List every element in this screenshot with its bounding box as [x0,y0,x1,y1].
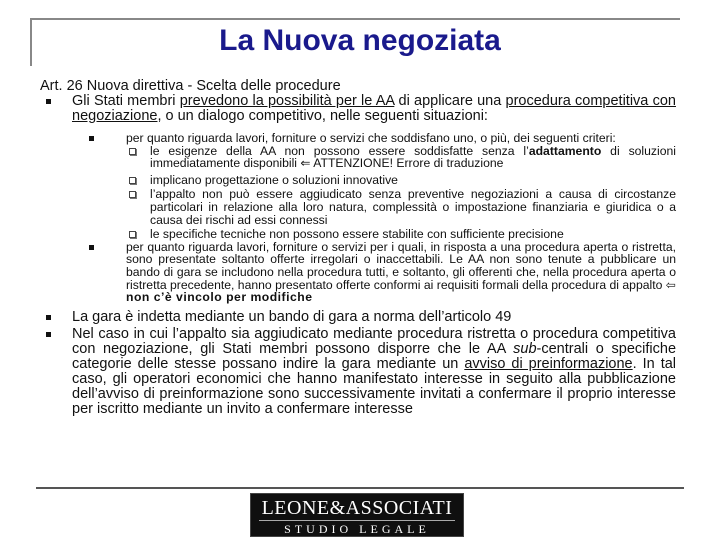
bullet-text: . In tal caso, gli operatori economici che hanno manifestato interesse in seguito alla pubblicazione dell’avviso di preinformazione sono successivamente invitati a confermare il proprio interesse per iscritto mediante un invito a confermare interesse [72,355,677,417]
bullet-procedures [40,94,676,124]
square-bullet-icon [46,315,51,320]
sub-bullet-text: per quanto riguarda lavori, forniture o servizi per i quali, in risposta a una procedura aperta o ristretta, sono presentate soltanto offerte irregolari o inaccettabili. Le AA non sono tenute a pubblicare un bando di gara se includono nella procedura tutti, e soltanto, gli offerenti che, nella procedura aperta o ristretta precedente, hanno presentato offerte conformi ai requisiti formali della procedura di appalto ⇦ [126,239,676,292]
slide-title: La Nuova negoziata [219,24,501,57]
sub-bullet-irregular-offers [40,241,676,304]
bullet-text: Gli Stati membri [72,93,180,109]
underlined-text: avviso di preinformazione [464,355,633,372]
checkbox-bullet-icon [129,191,136,198]
bullet-tender-notice [40,310,676,325]
bullet-text: La gara è indetta mediante un bando di gara a norma dell’articolo 49 [72,308,512,325]
square-bullet-icon [46,332,51,337]
bullet-preinformation [40,327,676,417]
underlined-text: prevedono la possibilità per le AA [179,93,395,109]
criterion-negotiation [40,188,676,226]
criterion-text: le esigenze della AA non possono essere soddisfatte senza l’ [150,143,529,158]
checkbox-bullet-icon [129,177,136,184]
criterion-text: l’appalto non può essere aggiudicato senza preventive negoziazioni a causa di circostanze particolari in relazione alla loro natura, complessità o impostazione finanziaria e giuridica o a causa dei rischi ad essi connessi [150,187,676,227]
criterion-innovation [40,174,676,187]
footer-divider [36,487,684,489]
sub-bullet-bold-text: non c’è vincolo per modifiche [126,290,313,305]
criterion-bold-text: adattamento [528,143,602,158]
bullet-text: , o un dialogo competitivo, nelle seguenti situazioni: [157,108,488,124]
bullet-text: di applicare una [394,93,506,109]
square-bullet-icon [89,245,94,250]
italic-text: sub [513,340,537,357]
logo-name: LEONE&ASSOCIATI [261,497,453,519]
square-bullet-icon [46,99,51,104]
subheading: Art. 26 Nuova direttiva - Scelta delle procedure [40,78,341,94]
underlined-text: procedura competitiva con negoziazione [72,93,676,124]
criterion-text: le specifiche tecniche non possono essere stabilite con sufficiente precisione [150,227,564,242]
checkbox-bullet-icon [129,231,136,238]
sub-bullet-text: per quanto riguarda lavori, forniture o servizi che soddisfano uno, o più, dei seguenti criteri: [126,131,616,145]
criterion-adaptation [40,145,676,170]
leone-associati-logo [250,493,464,537]
bullet-text: Nel caso in cui l’appalto sia aggiudicato mediante procedura ristretta o procedura competitiva con negoziazione, gli Stati membri possono disporre che le AA [72,325,676,357]
bullet-text: -centrali o specifiche categorie delle stesse possano indire la gara mediante un [72,340,677,372]
criterion-text: di soluzioni immediatamente disponibili ⇐ ATTENZIONE! Errore di traduzione [150,143,676,171]
checkbox-bullet-icon [129,148,136,155]
criterion-text: implicano progettazione o soluzioni innovative [150,172,398,187]
logo-subtitle: STUDIO LEGALE [259,520,455,536]
slide-content [40,78,676,417]
title-frame-top [30,18,680,20]
square-bullet-icon [89,136,94,141]
